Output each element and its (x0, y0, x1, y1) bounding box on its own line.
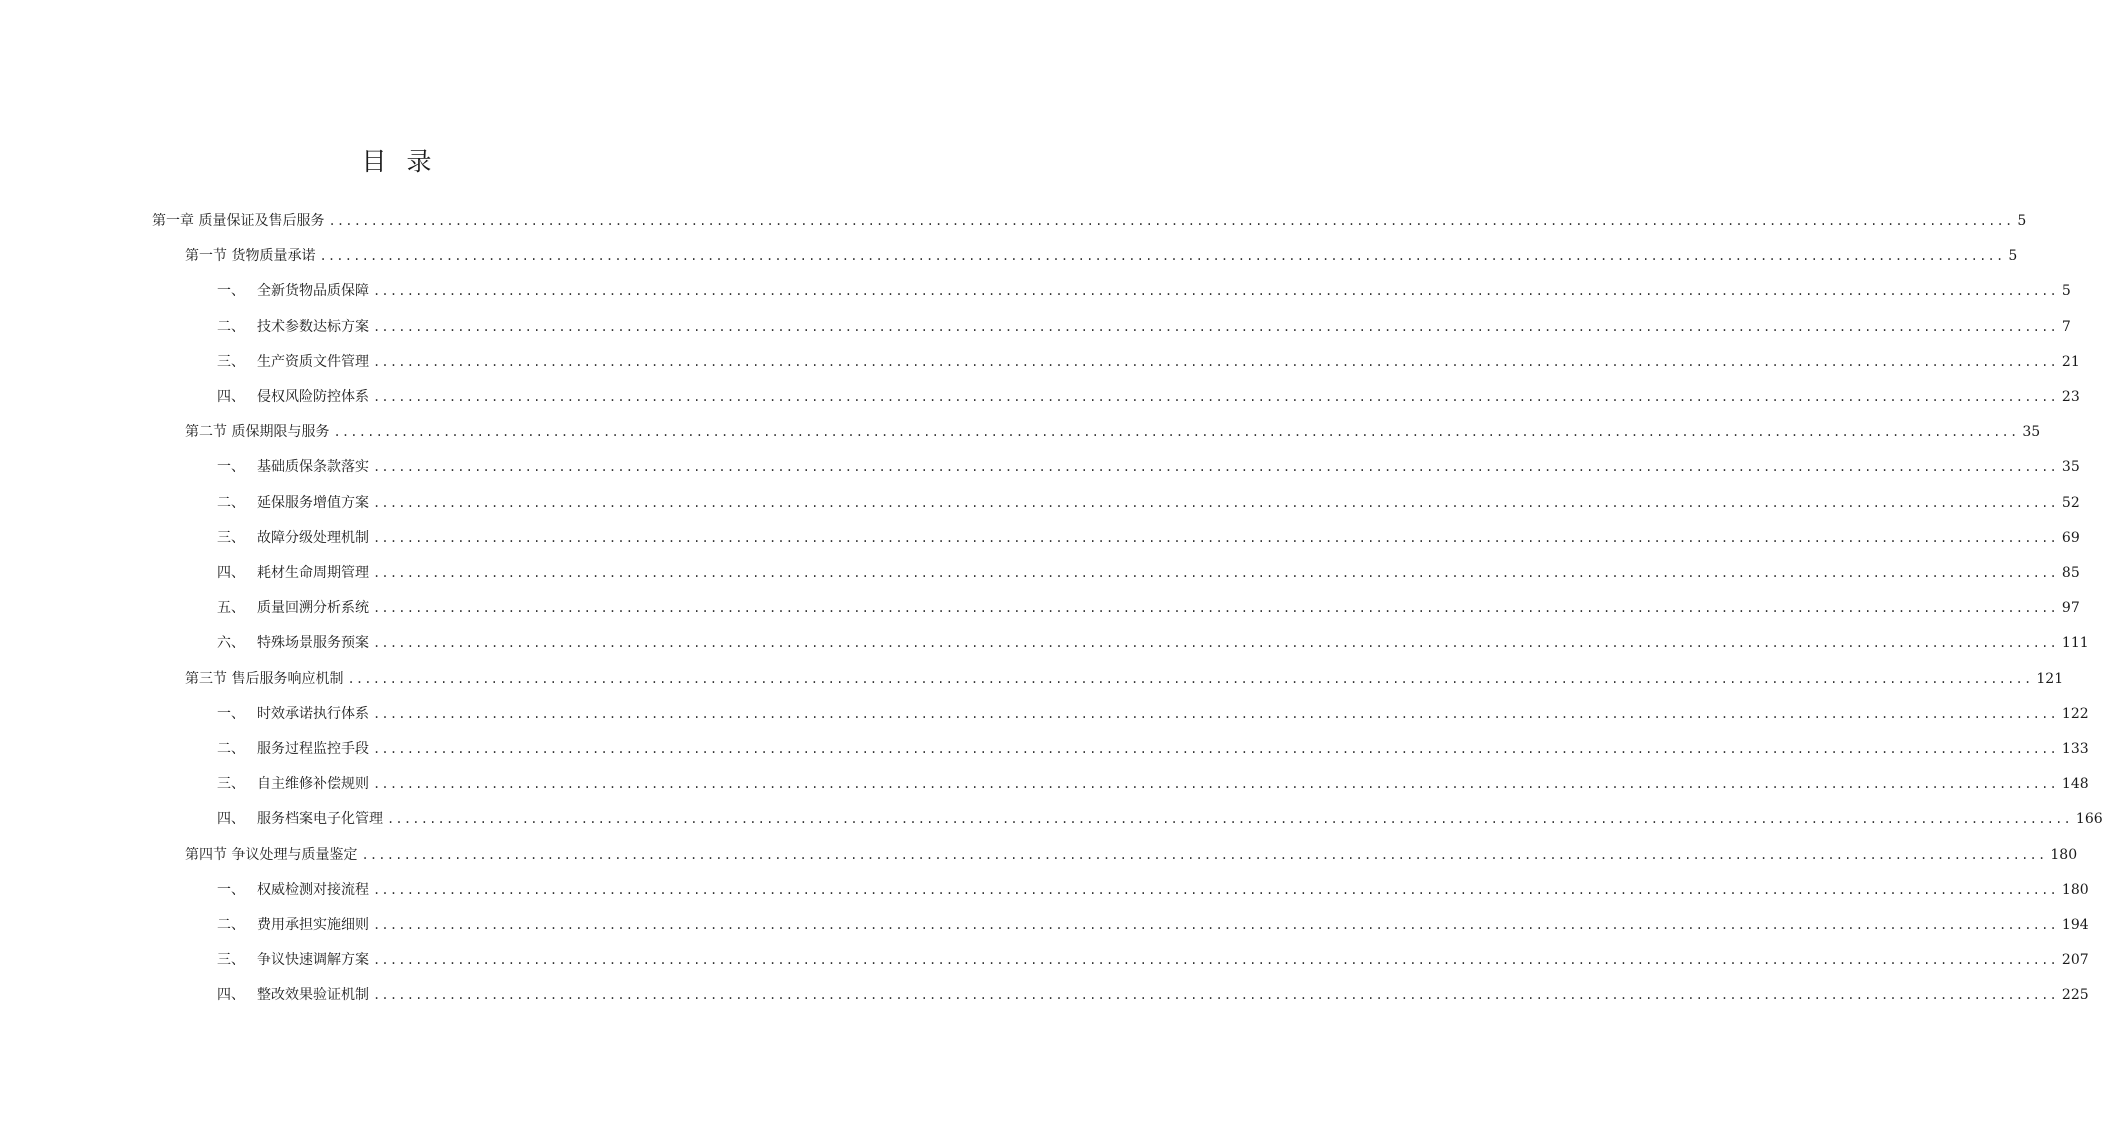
dot-leader: ........................................................................................................................................................................................................ (373, 319, 2058, 334)
toc-entry[interactable] (152, 210, 2027, 234)
toc-entry-label: 第四节 争议处理与质量鉴定 (185, 846, 358, 863)
toc-entry-page-number: 97 (2061, 600, 2080, 617)
toc-entry-page-number: 121 (2036, 670, 2064, 687)
dot-leader: ........................................................................................................................................................................................................ (373, 636, 2058, 651)
dot-leader: ........................................................................................................................................................................................................ (361, 847, 2047, 862)
toc-entry[interactable] (217, 914, 2089, 938)
toc-entry[interactable] (217, 492, 2080, 516)
toc-entry-number: 二、 (217, 494, 245, 511)
toc-entry-number: 一、 (217, 881, 245, 898)
toc-entry-label: 基础质保条款落实 (257, 459, 369, 476)
toc-entry-page-number: 166 (2075, 811, 2103, 828)
toc-entry-page-number: 194 (2061, 917, 2089, 933)
toc-entry-page-number: 35 (2061, 459, 2080, 476)
dot-leader: ........................................................................................................................................................................................................ (373, 777, 2058, 792)
dot-leader: ........................................................................................................................................................................................................ (373, 354, 2058, 369)
toc-entry-number: 三、 (217, 353, 245, 370)
toc-entry-page-number: 180 (2050, 846, 2078, 863)
toc-entry-number: 四、 (217, 811, 245, 828)
toc-entry[interactable] (217, 597, 2080, 621)
toc-entry-label: 时效承诺执行体系 (257, 705, 369, 722)
dot-leader: ........................................................................................................................................................................................................ (387, 812, 2072, 827)
toc-entry[interactable] (217, 738, 2089, 762)
toc-entry-page-number: 148 (2061, 776, 2089, 793)
toc-entry[interactable] (217, 456, 2080, 480)
toc-entry-number: 六、 (217, 635, 245, 652)
dot-leader: ........................................................................................................................................................................................................ (373, 530, 2058, 545)
toc-entry-page-number: 225 (2061, 987, 2089, 1004)
toc-entry-page-number: 85 (2061, 565, 2080, 581)
toc-entry-page-number: 133 (2061, 741, 2089, 757)
toc-entry-label: 故障分级处理机制 (257, 529, 369, 546)
toc-entry[interactable] (217, 280, 2071, 304)
dot-leader: ........................................................................................................................................................................................................ (373, 742, 2058, 756)
toc-entry[interactable] (185, 245, 2018, 269)
toc-entry-label: 第三节 售后服务响应机制 (185, 670, 344, 687)
dot-leader: ........................................................................................................................................................................................................ (319, 249, 2005, 264)
toc-entry[interactable] (185, 844, 2078, 868)
dot-leader: ........................................................................................................................................................................................................ (373, 495, 2058, 510)
dot-leader: ........................................................................................................................................................................................................ (373, 882, 2058, 897)
toc-entry-page-number: 122 (2061, 705, 2089, 722)
toc-entry-page-number: 5 (2008, 248, 2018, 265)
dot-leader: ........................................................................................................................................................................................................ (328, 214, 2014, 228)
toc-entry-number: 二、 (217, 917, 245, 933)
dot-leader: ........................................................................................................................................................................................................ (373, 284, 2058, 299)
toc-entry-label: 特殊场景服务预案 (257, 635, 369, 652)
toc-entry-number: 二、 (217, 741, 245, 757)
toc-entry-number: 三、 (217, 776, 245, 793)
toc-entry-number: 四、 (217, 565, 245, 581)
toc-entry-number: 四、 (217, 987, 245, 1004)
toc-entry[interactable] (217, 316, 2071, 340)
toc-entry[interactable] (217, 351, 2080, 375)
toc-entry-label: 生产资质文件管理 (257, 353, 369, 370)
toc-entry[interactable] (217, 808, 2103, 832)
dot-leader: ........................................................................................................................................................................................................ (373, 706, 2058, 721)
toc-entry-label: 延保服务增值方案 (257, 494, 369, 511)
toc-entry-label: 争议快速调解方案 (257, 952, 369, 969)
toc-entry[interactable] (217, 703, 2089, 727)
dot-leader: ........................................................................................................................................................................................................ (373, 601, 2058, 616)
toc-entry-label: 费用承担实施细则 (257, 917, 369, 933)
toc-entry-label: 侵权风险防控体系 (257, 389, 369, 405)
toc-entry-label: 质量回溯分析系统 (257, 600, 369, 617)
toc-entry-label: 第一章 质量保证及售后服务 (152, 213, 325, 229)
toc-entry-label: 权威检测对接流程 (257, 881, 369, 898)
toc-entry[interactable] (185, 668, 2064, 692)
toc-entry-number: 三、 (217, 529, 245, 546)
toc-entry-number: 一、 (217, 705, 245, 722)
toc-entry[interactable] (185, 421, 2041, 445)
toc-entry[interactable] (217, 632, 2089, 656)
toc-entry[interactable] (217, 562, 2080, 586)
toc-entry-page-number: 180 (2061, 881, 2089, 898)
toc-entry[interactable] (217, 879, 2089, 903)
toc-entry-page-number: 7 (2061, 318, 2071, 335)
dot-leader: ........................................................................................................................................................................................................ (373, 460, 2058, 475)
toc-entry-page-number: 111 (2061, 635, 2089, 652)
toc-entry-number: 四、 (217, 389, 245, 405)
toc-entry-number: 五、 (217, 600, 245, 617)
toc-entry-label: 服务档案电子化管理 (257, 811, 383, 828)
toc-entry-label: 服务过程监控手段 (257, 741, 369, 757)
dot-leader: ........................................................................................................................................................................................................ (373, 390, 2058, 404)
dot-leader: ........................................................................................................................................................................................................ (373, 918, 2058, 932)
toc-entry-page-number: 207 (2061, 952, 2089, 969)
toc-entry-page-number: 52 (2061, 494, 2080, 511)
toc-entry[interactable] (217, 984, 2089, 1008)
dot-leader: ........................................................................................................................................................................................................ (373, 953, 2058, 968)
toc-entry[interactable] (217, 949, 2089, 973)
toc-entry-page-number: 5 (2061, 283, 2071, 300)
toc-entry-label: 全新货物品质保障 (257, 283, 369, 300)
toc-entry-label: 技术参数达标方案 (257, 318, 369, 335)
toc-title: 目录 (361, 147, 452, 176)
toc-entry-label: 耗材生命周期管理 (257, 565, 369, 581)
toc-entry-number: 三、 (217, 952, 245, 969)
dot-leader: ........................................................................................................................................................................................................ (333, 425, 2019, 440)
toc-entry-page-number: 21 (2061, 353, 2080, 370)
toc-entry-label: 第一节 货物质量承诺 (185, 248, 316, 265)
toc-entry-page-number: 69 (2061, 529, 2080, 546)
toc-entry-number: 一、 (217, 459, 245, 476)
toc-entry-number: 二、 (217, 318, 245, 335)
toc-entry-page-number: 5 (2017, 213, 2027, 229)
toc-entry-number: 一、 (217, 283, 245, 300)
dot-leader: ........................................................................................................................................................................................................ (347, 671, 2033, 686)
dot-leader: ........................................................................................................................................................................................................ (373, 566, 2058, 580)
toc-entry[interactable] (217, 773, 2089, 797)
toc-entry-label: 第二节 质保期限与服务 (185, 424, 330, 441)
dot-leader: ........................................................................................................................................................................................................ (373, 988, 2058, 1003)
toc-entry-label: 自主维修补偿规则 (257, 776, 369, 793)
toc-entry[interactable] (217, 386, 2080, 410)
toc-entry[interactable] (217, 527, 2080, 551)
toc-entry-label: 整改效果验证机制 (257, 987, 369, 1004)
toc-entry-page-number: 23 (2061, 389, 2080, 405)
toc-entry-page-number: 35 (2022, 424, 2041, 441)
